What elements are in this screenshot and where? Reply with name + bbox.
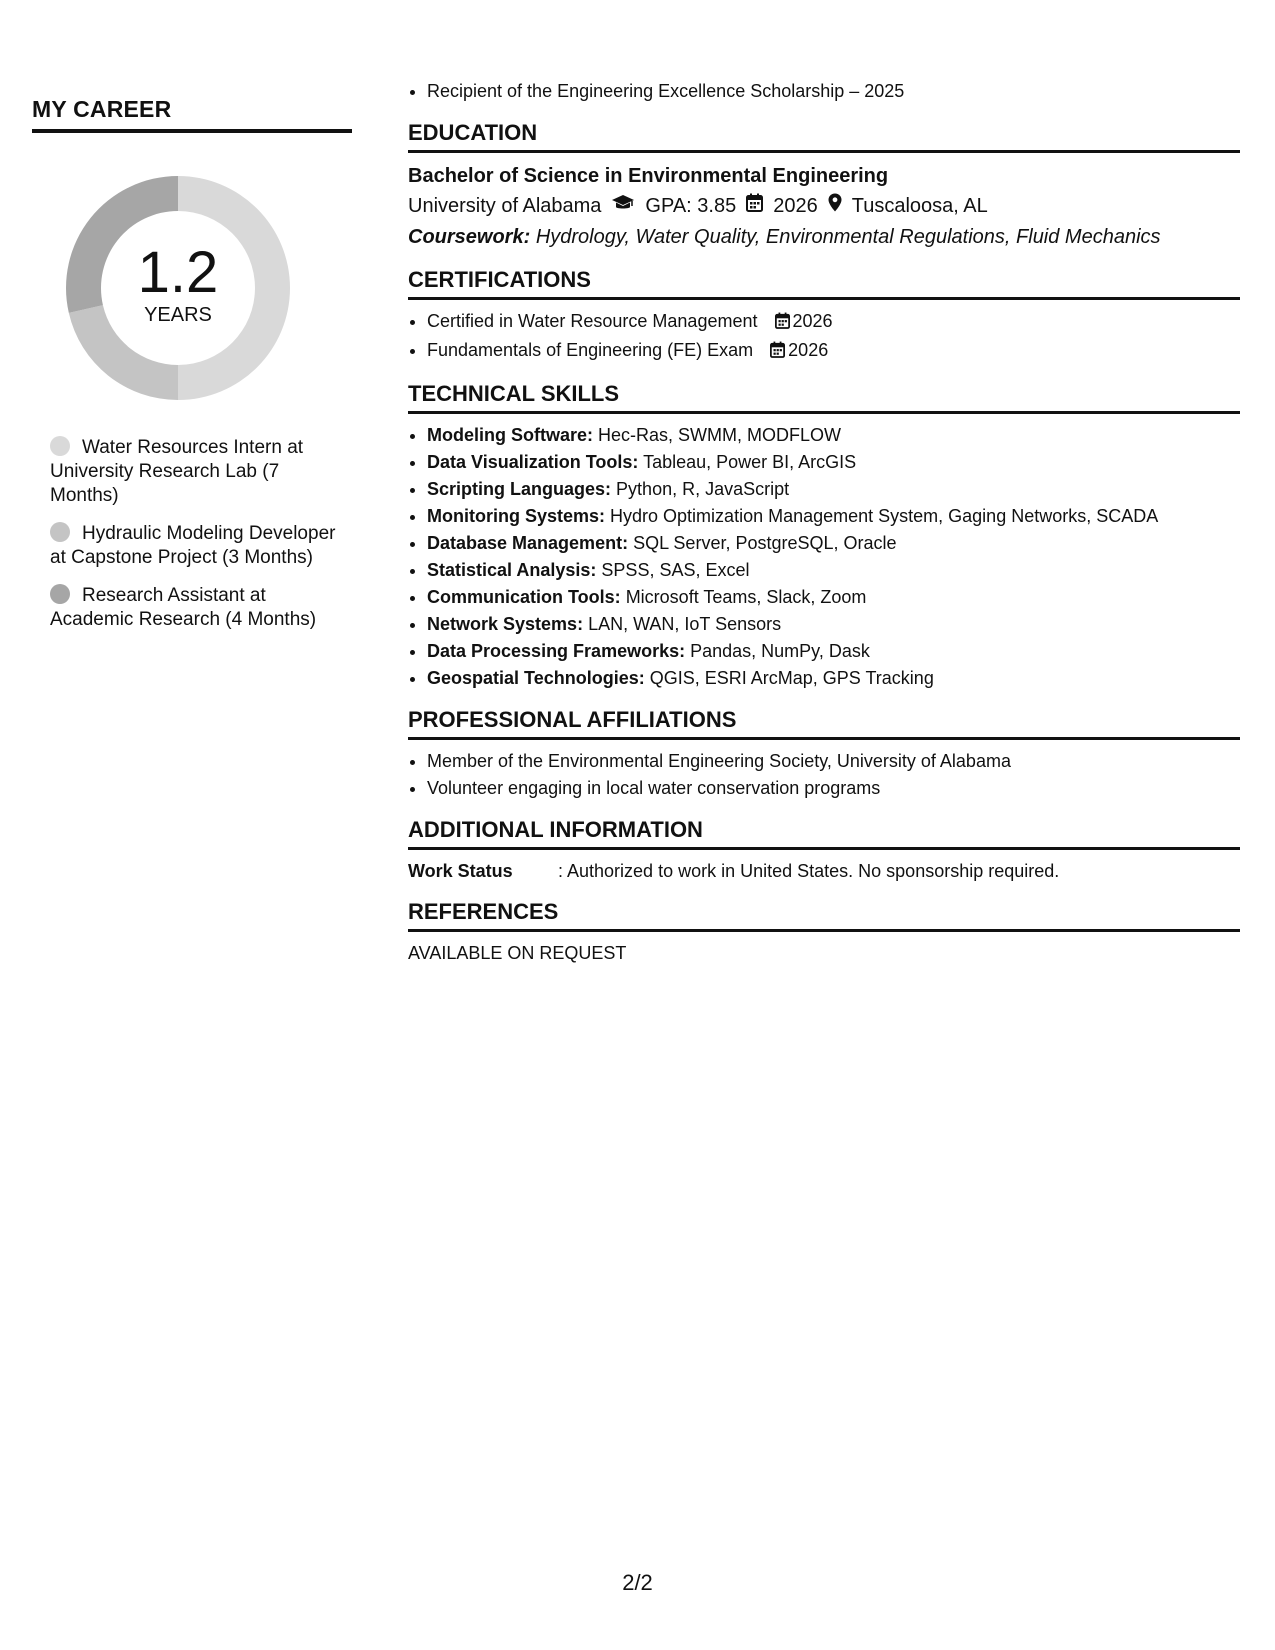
career-legend-label: Research Assistant at Academic Research (4 Months) [50, 585, 317, 630]
certification-name: Fundamentals of Engineering (FE) Exam [427, 340, 754, 360]
award-item: • Recipient of the Engineering Excellence Scholarship – 2025 [427, 78, 1240, 105]
awards-list [408, 78, 1240, 105]
skill-value: Microsoft Teams, Slack, Zoom [625, 587, 867, 607]
certification-year: 2026 [792, 311, 833, 331]
calendar-icon [775, 310, 790, 337]
work-status-value: : Authorized to work in United States. No sponsorship required. [558, 861, 1060, 881]
skill-item [427, 503, 1240, 530]
skill-item [427, 422, 1240, 449]
skill-item [427, 638, 1240, 665]
career-legend-label: Hydraulic Modeling Developer at Capstone Project (3 Months) [50, 523, 336, 568]
section-rule [408, 847, 1240, 850]
resume-main [408, 78, 1240, 966]
skills-heading: TECHNICAL SKILLS [408, 381, 620, 406]
certifications-heading: CERTIFICATIONS [408, 267, 591, 292]
gpa: GPA: 3.85 [645, 195, 737, 217]
coursework-label: Coursework: [408, 226, 531, 248]
coursework-list: Hydrology, Water Quality, Environmental Regulations, Fluid Mechanics [535, 226, 1161, 248]
skill-value: Hec-Ras, SWMM, MODFLOW [598, 425, 842, 445]
skill-item [427, 530, 1240, 557]
skill-item [427, 449, 1240, 476]
work-status-label: Work Status [408, 861, 513, 881]
affiliation-item: • Member of the Environmental Engineering Society, University of Alabama [427, 748, 1240, 775]
education-heading: EDUCATION [408, 120, 538, 145]
skill-value: Hydro Optimization Management System, Gaging Networks, SCADA [610, 506, 1159, 526]
work-status-row [408, 858, 1240, 884]
section-rule [408, 737, 1240, 740]
calendar-icon [770, 339, 785, 366]
career-legend-label: Water Resources Intern at University Research Lab (7 Months) [50, 437, 304, 506]
skill-value: LAN, WAN, IoT Sensors [588, 614, 782, 634]
coursework [408, 222, 1240, 252]
section-rule [408, 929, 1240, 932]
affiliations-heading: PROFESSIONAL AFFILIATIONS [408, 707, 737, 732]
section-rule [408, 297, 1240, 300]
career-legend-item [50, 584, 340, 632]
skill-value: SQL Server, PostgreSQL, Oracle [633, 533, 897, 553]
skill-item [427, 557, 1240, 584]
calendar-icon [746, 191, 763, 222]
graduation-cap-icon [611, 191, 635, 222]
legend-dot [50, 584, 70, 604]
affiliations-list [408, 748, 1240, 802]
references-text: AVAILABLE ON REQUEST [408, 943, 627, 963]
career-legend-item [50, 522, 340, 570]
skill-label: Statistical Analysis: [427, 560, 597, 580]
skill-value: Pandas, NumPy, Dask [690, 641, 870, 661]
additional-info-heading: ADDITIONAL INFORMATION [408, 817, 703, 842]
skill-item [427, 584, 1240, 611]
skill-value: QGIS, ESRI ArcMap, GPS Tracking [649, 668, 934, 688]
certification-item [427, 308, 1240, 337]
education-details [408, 191, 1240, 222]
career-legend-item [50, 436, 340, 508]
skill-label: Monitoring Systems: [427, 506, 606, 526]
certification-year: 2026 [788, 340, 829, 360]
section-rule [408, 411, 1240, 414]
career-total [66, 176, 290, 400]
career-title-rule [32, 129, 352, 133]
affiliation-item: • Volunteer engaging in local water conservation programs [427, 775, 1240, 802]
school-location: Tuscaloosa, AL [851, 195, 988, 217]
degree-title: Bachelor of Science in Environmental Engineering [408, 165, 889, 187]
skill-label: Data Processing Frameworks: [427, 641, 686, 661]
references-heading: REFERENCES [408, 899, 559, 924]
page-number: 2/2 [622, 1570, 653, 1595]
skill-value: SPSS, SAS, Excel [601, 560, 750, 580]
graduation-year: 2026 [773, 195, 818, 217]
career-legend [50, 436, 340, 646]
skill-item [427, 476, 1240, 503]
legend-dot [50, 436, 70, 456]
skill-label: Scripting Languages: [427, 479, 612, 499]
career-total-unit: YEARS [144, 303, 212, 326]
skills-list [408, 422, 1240, 692]
skill-value: Python, R, JavaScript [616, 479, 790, 499]
career-total-value: 1.2 [137, 239, 219, 305]
certification-name: Certified in Water Resource Management [427, 311, 758, 331]
map-pin-icon [828, 191, 842, 222]
skill-label: Data Visualization Tools: [427, 452, 639, 472]
career-title: MY CAREER [32, 96, 172, 122]
skill-label: Network Systems: [427, 614, 584, 634]
certification-item [427, 337, 1240, 366]
skill-item [427, 665, 1240, 692]
certifications-list [408, 308, 1240, 366]
section-rule [408, 150, 1240, 153]
skill-item [427, 611, 1240, 638]
skill-label: Geospatial Technologies: [427, 668, 645, 688]
skill-label: Database Management: [427, 533, 629, 553]
skill-label: Modeling Software: [427, 425, 593, 445]
school-name: University of Alabama [408, 195, 602, 217]
legend-dot [50, 522, 70, 542]
career-sidebar [32, 96, 352, 630]
skill-label: Communication Tools: [427, 587, 621, 607]
skill-value: Tableau, Power BI, ArcGIS [643, 452, 857, 472]
